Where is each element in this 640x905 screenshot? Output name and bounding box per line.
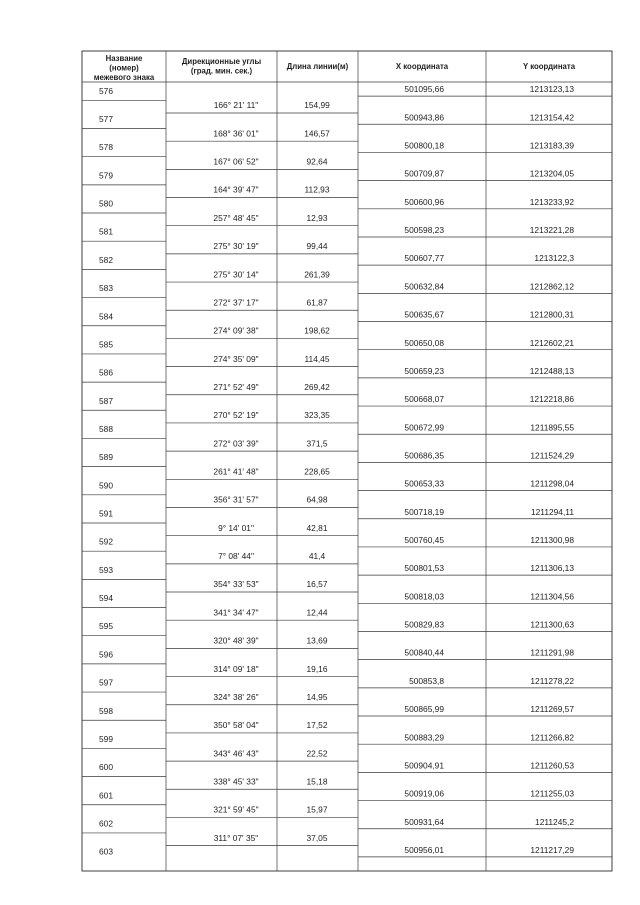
point-x: 500659,23 — [404, 365, 444, 376]
table-row — [99, 450, 574, 462]
segment-length: 13,69 — [306, 635, 328, 646]
segment-length: 154,99 — [304, 100, 330, 111]
point-x: 500600,96 — [404, 196, 444, 207]
point-name: 577 — [99, 114, 113, 125]
segment-row — [213, 269, 330, 279]
point-x: 500607,77 — [404, 253, 444, 264]
header-y-line: Y координата — [522, 62, 576, 71]
segment-length: 42,81 — [306, 522, 328, 533]
segment-row — [218, 523, 328, 533]
table-row — [99, 845, 574, 857]
segment-angle: 354° 33' 53" — [213, 579, 259, 590]
segment-angle: 166° 21' 11" — [213, 100, 259, 111]
point-name: 589 — [99, 452, 113, 463]
segment-length: 41,4 — [308, 551, 326, 562]
table-row — [99, 225, 574, 237]
segment-row — [213, 382, 330, 392]
point-x: 500718,19 — [404, 506, 444, 517]
point-y: 1213123,13 — [529, 84, 574, 95]
point-x: 500883,29 — [404, 732, 444, 743]
point-x: 500840,44 — [404, 647, 444, 658]
segment-row — [213, 128, 330, 138]
point-name: 603 — [99, 846, 113, 857]
segment-length: 112,93 — [304, 184, 330, 195]
table-row — [99, 704, 574, 716]
table-row — [99, 648, 574, 660]
point-name: 600 — [99, 762, 113, 773]
point-y: 1213183,39 — [529, 140, 574, 151]
segment-angle: 261° 41' 48" — [213, 466, 259, 477]
segment-row — [213, 664, 327, 674]
segment-angle: 274° 09' 38" — [213, 325, 259, 336]
point-name: 594 — [99, 593, 113, 604]
header-angle-line: Дирекционные углы — [181, 57, 262, 66]
table-row — [99, 141, 574, 153]
segment-length: 323,35 — [304, 410, 330, 421]
header-angle-line: (град. мин. сек.) — [190, 66, 253, 76]
point-y: 1211217,29 — [530, 844, 574, 855]
segment-length: 15,18 — [306, 776, 328, 787]
point-name: 602 — [99, 818, 113, 829]
table-row — [99, 789, 574, 801]
segment-row — [214, 100, 330, 110]
segment-angle: 168° 36' 01" — [213, 128, 259, 139]
table-row — [99, 563, 574, 575]
point-x: 500904,91 — [404, 760, 444, 771]
point-y: 1211306,13 — [530, 563, 574, 574]
segment-row — [213, 805, 327, 815]
point-y: 1211304,56 — [530, 591, 574, 602]
segment-row — [213, 720, 327, 730]
segment-row — [213, 607, 327, 617]
point-x: 500931,64 — [404, 816, 444, 827]
segment-length: 269,42 — [304, 381, 330, 392]
segment-angle: 321° 59' 45" — [213, 804, 259, 815]
point-y: 1211300,63 — [530, 619, 574, 630]
table-row — [99, 84, 574, 96]
point-name: 598 — [99, 705, 113, 716]
point-name: 593 — [99, 564, 113, 575]
table-row — [99, 760, 574, 772]
point-y: 1211260,53 — [530, 760, 574, 771]
segment-length: 12,93 — [306, 212, 328, 223]
segment-row — [213, 748, 327, 758]
point-name: 592 — [99, 536, 113, 547]
segment-row — [213, 241, 327, 251]
segment-length: 12,44 — [306, 607, 328, 618]
point-x: 500653,33 — [404, 478, 444, 489]
segment-length: 16,57 — [306, 579, 328, 590]
point-y: 1212800,31 — [529, 309, 574, 320]
point-y: 1211278,22 — [530, 675, 574, 686]
table-row — [99, 281, 574, 293]
segment-angle: 272° 03' 39" — [213, 438, 259, 449]
header-name-line: (номер) — [109, 63, 139, 73]
table-row — [99, 591, 574, 603]
point-y: 1213154,42 — [529, 112, 574, 123]
point-x: 500635,67 — [404, 309, 444, 320]
segment-length: 99,44 — [306, 241, 328, 252]
segment-angle: 341° 34' 47" — [213, 607, 259, 618]
segment-length: 61,87 — [306, 297, 328, 308]
segment-row — [213, 157, 327, 167]
segment-row — [213, 185, 329, 195]
segment-angle: 314° 09' 18" — [213, 663, 259, 674]
table-row — [99, 676, 574, 688]
table-row — [99, 338, 574, 350]
segment-length: 114,45 — [304, 353, 330, 364]
table-row — [99, 479, 574, 491]
segment-angle: 274° 35' 09" — [213, 353, 259, 364]
table-row — [99, 169, 574, 181]
segment-length: 15,97 — [306, 804, 328, 815]
segment-length: 261,39 — [304, 269, 330, 280]
point-name: 585 — [99, 339, 113, 350]
point-name: 576 — [99, 85, 113, 96]
point-y: 1211298,04 — [530, 478, 574, 489]
point-x: 500956,01 — [404, 844, 444, 855]
point-name: 584 — [99, 311, 113, 322]
table-body — [82, 84, 612, 857]
point-x: 500853,8 — [409, 675, 444, 686]
table-row — [99, 620, 574, 632]
segment-row — [213, 467, 330, 477]
table-row — [99, 732, 574, 744]
point-x: 500801,53 — [404, 563, 444, 574]
segment-row — [214, 833, 328, 843]
segment-row — [213, 579, 327, 589]
segment-angle: 350° 58' 04" — [213, 720, 259, 731]
segment-length: 37,05 — [306, 832, 328, 843]
segment-row — [213, 495, 327, 505]
segment-length: 92,64 — [306, 156, 328, 167]
segment-angle: 343° 46' 43" — [213, 748, 259, 759]
table-row — [99, 394, 574, 406]
point-name: 583 — [99, 283, 113, 294]
table-row — [99, 422, 574, 434]
segment-angle: 324° 38' 26" — [213, 691, 259, 702]
segment-length: 22,52 — [306, 748, 328, 759]
segment-angle: 311° 07' 35" — [213, 832, 259, 843]
segment-angle: 271° 52' 49" — [213, 381, 259, 392]
point-x: 500598,23 — [404, 225, 444, 236]
point-y: 1211269,57 — [530, 704, 574, 715]
point-name: 601 — [99, 790, 113, 801]
point-x: 500829,83 — [404, 619, 444, 630]
point-name: 579 — [99, 170, 113, 181]
point-y: 1213233,92 — [529, 196, 574, 207]
point-x: 500818,03 — [404, 591, 444, 602]
segment-row — [213, 326, 330, 336]
segment-row — [213, 438, 327, 448]
point-name: 587 — [99, 395, 113, 406]
segment-length: 198,62 — [304, 325, 330, 336]
header-name-line: межевого знака — [93, 73, 155, 82]
table-row — [99, 535, 574, 547]
segment-angle: 275° 30' 19" — [213, 241, 259, 252]
point-x: 500686,35 — [404, 450, 444, 461]
segment-angle: 338° 45' 33" — [213, 776, 259, 787]
point-x: 500800,18 — [404, 140, 444, 151]
table-row — [99, 366, 574, 378]
segment-angle: 257° 48' 45" — [213, 212, 259, 223]
segment-angle: 320° 48' 39" — [213, 635, 259, 646]
segment-angle: 9° 14' 01" — [218, 522, 254, 533]
segment-row — [213, 354, 329, 364]
point-name: 590 — [99, 480, 113, 491]
point-name: 591 — [99, 508, 113, 519]
point-x: 500709,87 — [404, 168, 444, 179]
point-y: 1211291,98 — [530, 647, 574, 658]
segment-length: 228,65 — [304, 466, 330, 477]
segment-angle: 7° 08' 44" — [218, 551, 254, 562]
point-x: 500632,84 — [404, 281, 444, 292]
point-x: 501095,66 — [404, 84, 444, 95]
segment-row — [213, 213, 327, 223]
point-name: 596 — [99, 649, 113, 660]
segment-length: 14,95 — [306, 691, 328, 702]
point-name: 599 — [99, 733, 113, 744]
point-x: 500943,86 — [404, 112, 444, 123]
header-x-line: X координата — [395, 62, 449, 71]
point-name: 586 — [99, 367, 113, 378]
header-length-line: Длина линии(м) — [286, 62, 349, 71]
point-y: 1213122,3 — [534, 253, 574, 264]
point-x: 500760,45 — [404, 535, 444, 546]
point-y: 1211255,03 — [530, 788, 574, 799]
point-y: 1213221,28 — [529, 225, 574, 236]
table-row — [99, 310, 574, 322]
point-name: 582 — [99, 254, 113, 265]
point-y: 1212488,13 — [529, 365, 574, 376]
table-row — [99, 507, 574, 519]
table-row — [99, 197, 574, 209]
point-x: 500672,99 — [404, 422, 444, 433]
point-y: 1211524,29 — [530, 450, 574, 461]
segment-angle: 356° 31' 57" — [213, 494, 259, 505]
point-name: 597 — [99, 677, 113, 688]
point-y: 1211245,2 — [535, 816, 574, 827]
segment-length: 19,16 — [306, 663, 328, 674]
point-x: 500650,08 — [404, 337, 444, 348]
segment-row — [213, 636, 327, 646]
segment-row — [213, 692, 327, 702]
point-x: 500668,07 — [404, 394, 444, 405]
segment-angle: 270° 52' 19" — [213, 410, 259, 421]
point-y: 1212602,21 — [529, 337, 574, 348]
point-name: 595 — [99, 621, 113, 632]
table-row — [99, 112, 574, 124]
point-y: 1211300,98 — [530, 535, 574, 546]
point-x: 500865,99 — [404, 704, 444, 715]
point-y: 1213204,05 — [529, 168, 574, 179]
segment-row — [213, 776, 327, 786]
point-x: 500919,06 — [404, 788, 444, 799]
segment-angle: 167° 06' 52" — [213, 156, 259, 167]
table-row — [99, 817, 574, 829]
point-y: 1212218,86 — [529, 394, 574, 405]
point-name: 581 — [99, 226, 113, 237]
segment-row — [213, 297, 327, 307]
point-name: 578 — [99, 142, 113, 153]
segment-angle: 164° 39' 47" — [213, 184, 259, 195]
segment-length: 64,98 — [306, 494, 328, 505]
point-y: 1211895,55 — [530, 422, 574, 433]
segment-length: 371,5 — [306, 438, 328, 449]
header-name-line: Название — [105, 54, 143, 63]
segment-angle: 272° 37' 17" — [213, 297, 259, 308]
point-y: 1211266,82 — [530, 732, 574, 743]
table-row — [99, 253, 574, 265]
point-name: 580 — [99, 198, 113, 209]
point-name: 588 — [99, 423, 113, 434]
point-y: 1212862,12 — [529, 281, 574, 292]
segment-angle: 275° 30' 14" — [213, 269, 259, 280]
segment-length: 17,52 — [306, 720, 328, 731]
segment-length: 146,57 — [304, 128, 330, 139]
segment-row — [218, 551, 325, 561]
segment-row — [213, 410, 330, 420]
point-y: 1211294,11 — [530, 506, 574, 517]
